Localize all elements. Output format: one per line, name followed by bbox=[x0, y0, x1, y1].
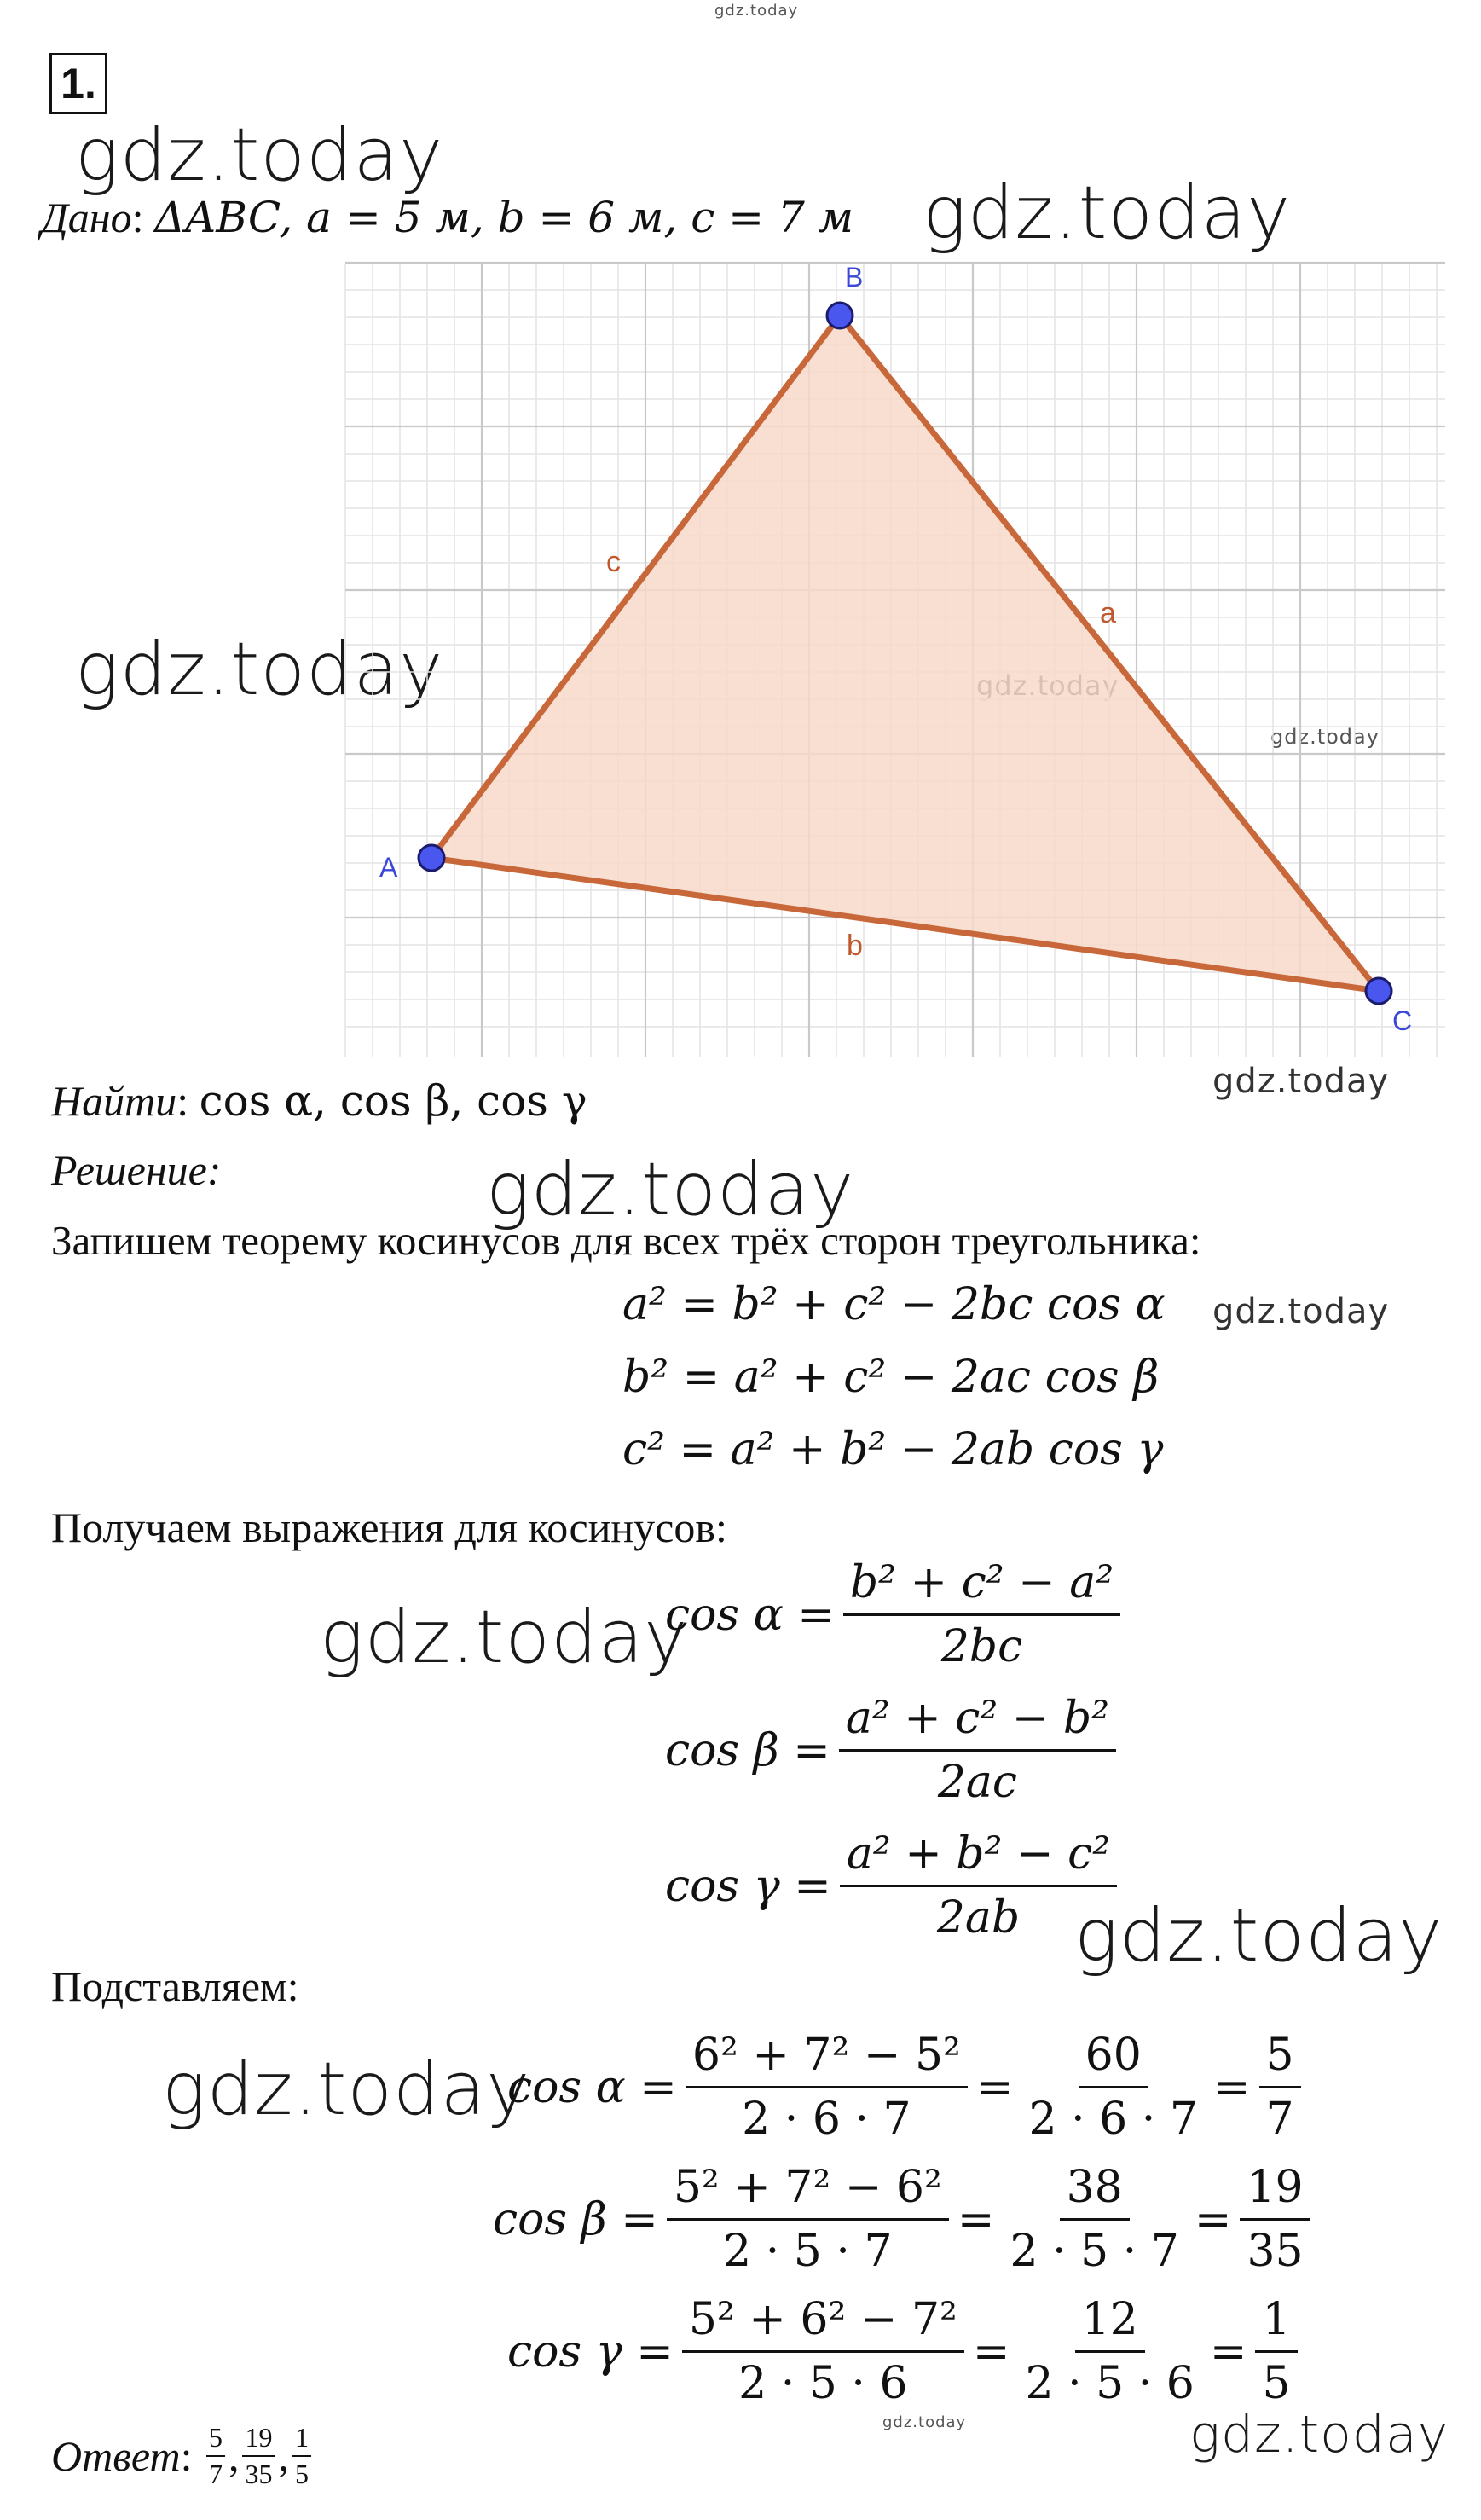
cos-formula-beta bbox=[665, 1693, 1125, 1808]
cos-beta-num: a² + c² − b² bbox=[839, 1693, 1116, 1752]
triangle-figure bbox=[337, 247, 1454, 1066]
solution-label-line bbox=[51, 1145, 222, 1195]
equals: = bbox=[957, 2193, 995, 2245]
point-b bbox=[827, 303, 853, 328]
answer-num-2: 19 bbox=[242, 2422, 275, 2457]
law-line-3: c² = a² + b² − 2ab cos γ bbox=[622, 1424, 1164, 1475]
subst-gamma-den3: 5 bbox=[1262, 2358, 1291, 2409]
solution-intro: Запишем теорему косинусов для всех трёх сторон треугольника: bbox=[51, 1217, 1201, 1264]
subst-alpha-num2: 60 bbox=[1079, 2030, 1148, 2088]
subst-alpha bbox=[507, 2030, 1310, 2145]
subst-alpha-num1: 6² + 7² − 5² bbox=[686, 2030, 968, 2088]
subst-gamma-frac3 bbox=[1255, 2294, 1297, 2409]
answer-colon: : bbox=[180, 2432, 203, 2480]
subst-gamma-num2: 12 bbox=[1075, 2294, 1145, 2353]
given-line bbox=[41, 193, 853, 242]
subst-beta-den2: 2 · 5 · 7 bbox=[1010, 2226, 1179, 2277]
watermark-3: gdz.today bbox=[75, 627, 444, 712]
subst-alpha-den1: 2 · 6 · 7 bbox=[742, 2094, 911, 2145]
equals: = bbox=[1212, 2061, 1251, 2113]
given-value: ΔABC, a = 5 м, b = 6 м, c = 7 м bbox=[154, 193, 854, 242]
cos-alpha-den: 2bc bbox=[940, 1621, 1023, 1672]
cos-gamma-fraction bbox=[840, 1828, 1117, 1944]
point-c bbox=[1366, 978, 1391, 1004]
subst-beta-den3: 35 bbox=[1247, 2226, 1304, 2277]
law-line-1: a² = b² + c² − 2bc cos α bbox=[622, 1279, 1166, 1330]
watermark-1: gdz.today bbox=[75, 113, 444, 198]
watermark-12: gdz.today bbox=[882, 2413, 967, 2431]
answer-num-1: 5 bbox=[206, 2422, 225, 2457]
subst-alpha-lhs: cos α = bbox=[507, 2061, 677, 2113]
subst-gamma-den1: 2 · 5 · 6 bbox=[738, 2358, 908, 2409]
subst-gamma-num3: 1 bbox=[1255, 2294, 1297, 2353]
watermark-5: gdz.today bbox=[1270, 725, 1380, 749]
subst-gamma-den2: 2 · 5 · 6 bbox=[1025, 2358, 1195, 2409]
subst-beta-frac1 bbox=[667, 2162, 949, 2277]
cos-alpha-num: b² + c² − a² bbox=[843, 1557, 1120, 1616]
substitute-label: Подставляем: bbox=[51, 1962, 299, 2010]
subst-alpha-frac1 bbox=[686, 2030, 968, 2145]
subst-gamma-frac1 bbox=[682, 2294, 964, 2409]
cos-gamma-lhs: cos γ = bbox=[665, 1860, 831, 1912]
answer-den-1: 7 bbox=[208, 2459, 223, 2489]
find-value: cos α, cos β, cos γ bbox=[199, 1076, 587, 1126]
point-b-label: B bbox=[845, 262, 864, 293]
answer-line bbox=[51, 2422, 315, 2490]
side-b-label: b bbox=[847, 930, 863, 962]
cos-gamma-den: 2ab bbox=[936, 1892, 1021, 1944]
solution-colon: : bbox=[206, 1146, 222, 1194]
given-colon: : bbox=[131, 194, 155, 241]
subst-alpha-den2: 2 · 6 · 7 bbox=[1028, 2094, 1198, 2145]
watermark-9: gdz.today bbox=[320, 1595, 689, 1680]
cos-formula-gamma bbox=[665, 1828, 1125, 1944]
point-c-label: C bbox=[1392, 1005, 1413, 1036]
watermark-top: gdz.today bbox=[714, 2, 799, 20]
point-a-label: A bbox=[379, 852, 398, 883]
subst-beta-lhs: cos β = bbox=[493, 2193, 658, 2245]
watermark-7: gdz.today bbox=[486, 1147, 855, 1232]
equals: = bbox=[972, 2326, 1010, 2378]
subst-alpha-den3: 7 bbox=[1265, 2094, 1294, 2145]
watermark-6: gdz.today bbox=[1212, 1062, 1390, 1101]
solution-label: Решение bbox=[51, 1146, 207, 1194]
subst-gamma-num1: 5² + 6² − 7² bbox=[682, 2294, 964, 2353]
find-line bbox=[51, 1076, 587, 1126]
subst-beta-num2: 38 bbox=[1060, 2162, 1130, 2221]
find-colon: : bbox=[176, 1077, 200, 1125]
answer-label: Ответ bbox=[51, 2432, 181, 2480]
cos-formula-alpha bbox=[665, 1557, 1129, 1672]
get-cos-label: Получаем выражения для косинусов: bbox=[51, 1503, 727, 1551]
comma: , bbox=[278, 2432, 289, 2480]
side-a-label: a bbox=[1100, 597, 1116, 629]
task-number: 1. bbox=[49, 53, 107, 114]
subst-beta-frac3 bbox=[1240, 2162, 1310, 2277]
subst-gamma bbox=[507, 2294, 1306, 2409]
subst-beta-den1: 2 · 5 · 7 bbox=[723, 2226, 893, 2277]
answer-den-3: 5 bbox=[294, 2459, 309, 2489]
answer-frac-3 bbox=[292, 2422, 311, 2490]
cos-beta-fraction bbox=[839, 1693, 1116, 1808]
given-label: Дано bbox=[41, 194, 132, 241]
cos-gamma-num: a² + b² − c² bbox=[840, 1828, 1117, 1887]
find-label: Найти bbox=[51, 1077, 177, 1125]
subst-alpha-num3: 5 bbox=[1259, 2030, 1301, 2088]
answer-num-3: 1 bbox=[292, 2422, 311, 2457]
subst-alpha-frac2 bbox=[1021, 2030, 1204, 2145]
triangle-fill bbox=[431, 316, 1379, 991]
answer-frac-1 bbox=[206, 2422, 225, 2490]
subst-beta-num3: 19 bbox=[1240, 2162, 1310, 2221]
answer-den-2: 35 bbox=[245, 2459, 273, 2489]
point-a bbox=[419, 845, 444, 871]
cos-beta-lhs: cos β = bbox=[665, 1724, 830, 1776]
equals: = bbox=[975, 2061, 1014, 2113]
cos-beta-den: 2ac bbox=[937, 1757, 1018, 1808]
subst-gamma-frac2 bbox=[1018, 2294, 1200, 2409]
subst-beta bbox=[493, 2162, 1319, 2277]
watermark-11: gdz.today bbox=[162, 2047, 531, 2132]
equals: = bbox=[1209, 2326, 1247, 2378]
subst-beta-num1: 5² + 7² − 6² bbox=[667, 2162, 949, 2221]
comma: , bbox=[228, 2432, 240, 2480]
equals: = bbox=[1194, 2193, 1232, 2245]
side-c-label: c bbox=[606, 546, 621, 578]
answer-frac-2 bbox=[242, 2422, 275, 2490]
watermark-13: gdz.today bbox=[1189, 2405, 1449, 2465]
watermark-8: gdz.today bbox=[1212, 1292, 1390, 1331]
watermark-2: gdz.today bbox=[923, 171, 1292, 256]
subst-gamma-lhs: cos γ = bbox=[507, 2326, 674, 2378]
subst-alpha-frac3 bbox=[1259, 2030, 1301, 2145]
watermark-10: gdz.today bbox=[1074, 1893, 1443, 1978]
cos-alpha-fraction bbox=[843, 1557, 1120, 1672]
law-line-2: b² = a² + c² − 2ac cos β bbox=[622, 1352, 1160, 1403]
subst-beta-frac2 bbox=[1003, 2162, 1185, 2277]
cos-alpha-lhs: cos α = bbox=[665, 1589, 835, 1641]
